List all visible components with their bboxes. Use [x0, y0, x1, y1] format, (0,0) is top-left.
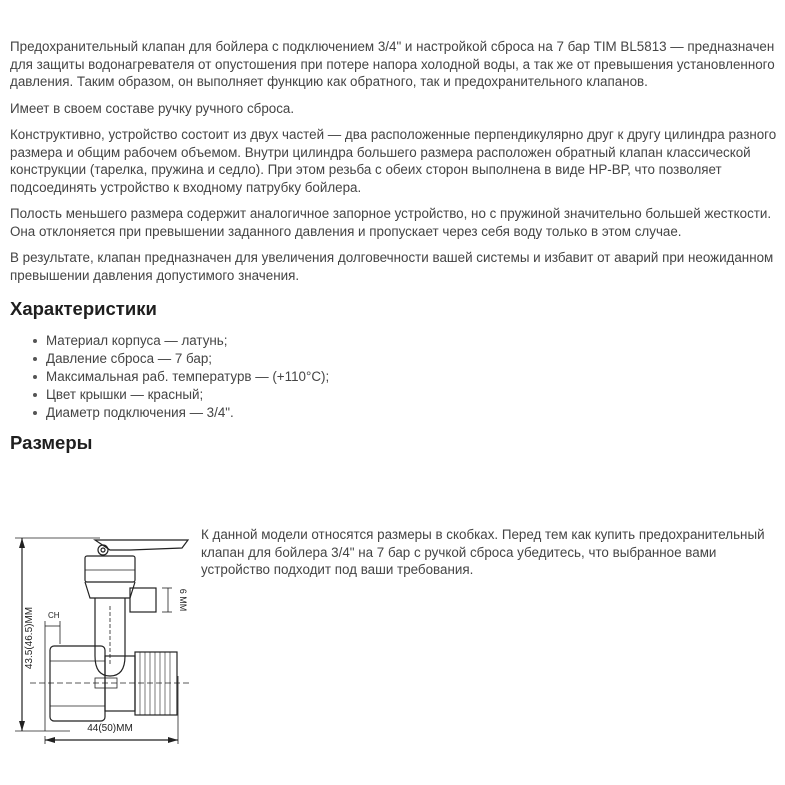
height-label: 43.5(46.5)ММ [24, 606, 35, 670]
dimensions-heading: Размеры [10, 432, 93, 453]
spec-item: Цвет крышки — красный; [46, 386, 780, 404]
intro-paragraph-4: Полость меньшего размера содержит аналогичное запорное устройство, но с пружиной значительно большей жесткости. Она отклоняется при превышении заданного давления и пропускает через себя воду только в этом случае. [10, 206, 772, 239]
dimensions-section [10, 526, 780, 756]
product-description [10, 38, 780, 466]
intro-paragraph-3: Конструктивно, устройство состоит из двух частей — два расположенные перпендикулярно друг к другу цилиндра разного размера и общим рабочем объемом. Внутри цилиндра большего размера расположен обратный клапан классической конструкции (тарелка, пружина и седло). При этом резьба с обеих сторон выполнена в виде НР-ВР, что позволяет подсоединять устройство к входному патрубку бойлера. [10, 127, 777, 195]
intro-paragraph-2: Имеет в своем составе ручку ручного сброса. [10, 100, 295, 116]
ch-label: СН [48, 611, 60, 620]
spec-item: Диаметр подключения — 3/4". [46, 404, 780, 422]
specs-heading: Характеристики [10, 298, 157, 319]
handle-lever-icon [95, 540, 188, 550]
small-size-label: 6 ММ [178, 588, 188, 612]
valve-dimension-drawing [10, 526, 200, 746]
dimensions-note: К данной модели относятся размеры в скобках. Перед тем как купить предохранительный клапан для бойлера 3/4" на 7 бар с ручкой сброса убедитесь, что выбранное вами устройство подходит под ваши требования. [201, 527, 765, 577]
spec-item: Давление сброса — 7 бар; [46, 350, 780, 368]
intro-paragraph-1: Предохранительный клапан для бойлера с подключением 3/4" и настройкой сброса на 7 бар TIM BL5813 — предназначен для защиты водонагревателя от опустошения при потере напора холодной воды, а так же от превышения установленного давления. Таким образом, он выполняет функцию как обратного, так и предохранительного клапанов. [10, 39, 775, 89]
specs-list [10, 332, 780, 422]
spec-item: Максимальная раб. температурв — (+110°С); [46, 368, 780, 386]
width-label: 44(50)ММ [87, 723, 133, 734]
spec-item: Материал корпуса — латунь; [46, 332, 780, 350]
intro-paragraph-5: В результате, клапан предназначен для увеличения долговечности вашей системы и избавит от аварий при неожиданном превышении давления допустимого значения. [10, 250, 774, 283]
